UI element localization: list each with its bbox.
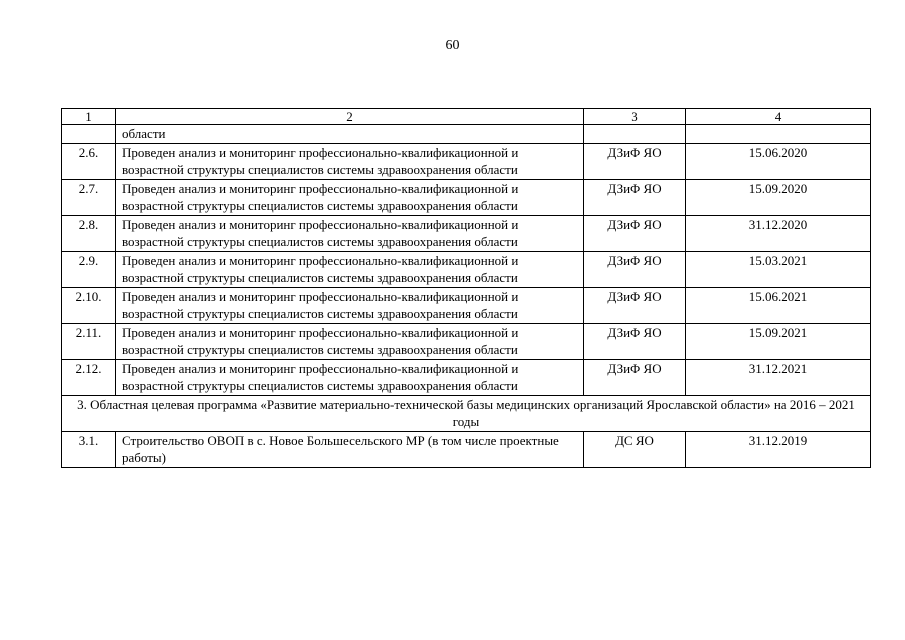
row-date: 15.03.2021 (686, 251, 871, 287)
row-executor: ДС ЯО (584, 431, 686, 467)
row-date: 31.12.2019 (686, 431, 871, 467)
section-header-row (62, 395, 871, 431)
row-number: 2.7. (62, 179, 116, 215)
row-number (62, 125, 116, 144)
row-executor: ДЗиФ ЯО (584, 287, 686, 323)
header-col-2: 2 (116, 109, 584, 125)
row-executor: ДЗиФ ЯО (584, 323, 686, 359)
row-executor: ДЗиФ ЯО (584, 179, 686, 215)
row-executor (584, 125, 686, 144)
plan-table (61, 108, 871, 468)
header-col-1: 1 (62, 109, 116, 125)
row-executor: ДЗиФ ЯО (584, 251, 686, 287)
row-date: 15.09.2020 (686, 179, 871, 215)
row-date: 15.06.2021 (686, 287, 871, 323)
table-row (62, 359, 871, 395)
row-description: Проведен анализ и мониторинг профессионально-квалификационной и возрастной структуры специалистов системы здравоохранения области (116, 215, 584, 251)
page-number: 60 (445, 38, 460, 53)
header-col-3: 3 (584, 109, 686, 125)
row-description: Проведен анализ и мониторинг профессионально-квалификационной и возрастной структуры специалистов системы здравоохранения области (116, 179, 584, 215)
table-row (62, 323, 871, 359)
table-header-row (62, 109, 871, 125)
row-description: области (116, 125, 584, 144)
table-row (62, 215, 871, 251)
row-number: 2.11. (62, 323, 116, 359)
table-row (62, 143, 871, 179)
table-row (62, 251, 871, 287)
row-number: 2.8. (62, 215, 116, 251)
row-number: 2.6. (62, 143, 116, 179)
row-date: 15.09.2021 (686, 323, 871, 359)
row-number: 3.1. (62, 431, 116, 467)
row-description: Проведен анализ и мониторинг профессионально-квалификационной и возрастной структуры специалистов системы здравоохранения области (116, 323, 584, 359)
header-col-4: 4 (686, 109, 871, 125)
row-date: 15.06.2020 (686, 143, 871, 179)
row-description: Проведен анализ и мониторинг профессионально-квалификационной и возрастной структуры специалистов системы здравоохранения области (116, 287, 584, 323)
row-executor: ДЗиФ ЯО (584, 359, 686, 395)
row-executor: ДЗиФ ЯО (584, 143, 686, 179)
row-description: Проведен анализ и мониторинг профессионально-квалификационной и возрастной структуры специалистов системы здравоохранения области (116, 143, 584, 179)
table-row (62, 431, 871, 467)
row-number: 2.9. (62, 251, 116, 287)
row-executor: ДЗиФ ЯО (584, 215, 686, 251)
row-date: 31.12.2020 (686, 215, 871, 251)
row-number: 2.12. (62, 359, 116, 395)
row-date: 31.12.2021 (686, 359, 871, 395)
row-description: Строительство ОВОП в с. Новое Большесельского МР (в том числе проектные работы) (116, 431, 584, 467)
table-row (62, 179, 871, 215)
table-row (62, 287, 871, 323)
row-description: Проведен анализ и мониторинг профессионально-квалификационной и возрастной структуры специалистов системы здравоохранения области (116, 251, 584, 287)
row-date (686, 125, 871, 144)
row-description: Проведен анализ и мониторинг профессионально-квалификационной и возрастной структуры специалистов системы здравоохранения области (116, 359, 584, 395)
section-title: 3. Областная целевая программа «Развитие материально-технической базы медицинских организаций Ярославской области» на 2016 – 2021 годы (62, 395, 871, 431)
row-number: 2.10. (62, 287, 116, 323)
continuation-row (62, 125, 871, 144)
